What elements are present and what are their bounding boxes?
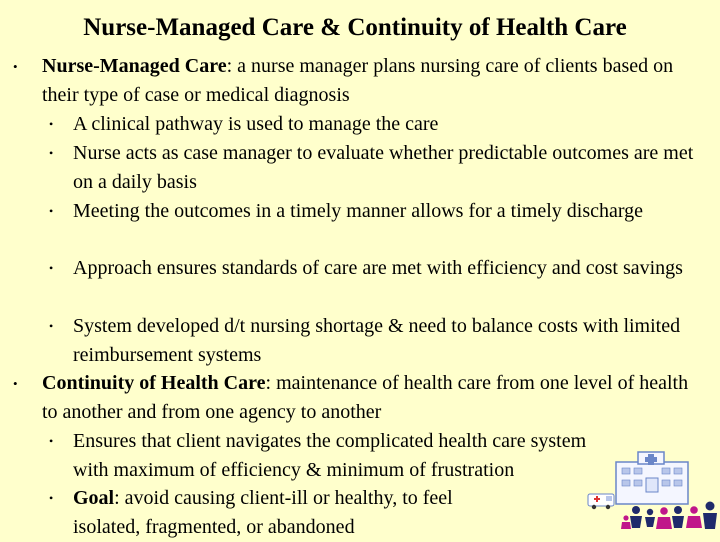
sub-bullet: •: [49, 204, 54, 218]
definition-continuity-of-health-care: : maintenance of health care from one level of health to another and from one agency to another: [42, 372, 689, 423]
sub-bullet: •: [49, 117, 54, 131]
goal-text: : avoid causing client-ill or healthy, to feel isolated, fragmented, or abandoned: [73, 487, 453, 538]
sub-item-clinical-pathway: A clinical pathway is used to manage the care: [73, 113, 439, 135]
sub-item-nursing-shortage: System developed d/t nursing shortage & need to balance costs with limited reimbursement systems: [73, 315, 681, 366]
bullet-nurse-managed-care: [42, 52, 702, 110]
sub-bullet: •: [49, 146, 54, 160]
sub-bullet: •: [49, 491, 54, 505]
sub-bullet: •: [49, 434, 54, 448]
bullet: •: [13, 59, 18, 74]
bullet: •: [13, 376, 18, 391]
hospital-people-illustration: [586, 448, 720, 540]
sub-item-standards-of-care: Approach ensures standards of care are met with efficiency and cost savings: [73, 257, 683, 279]
sub-item-case-manager: Nurse acts as case manager to evaluate whether predictable outcomes are met on a daily basis: [73, 142, 694, 193]
people-group-icon: [621, 502, 717, 530]
sub-item-timely-discharge: Meeting the outcomes in a timely manner allows for a timely discharge: [73, 200, 644, 222]
sub-bullet: •: [49, 319, 54, 333]
goal-label: Goal: [73, 487, 115, 509]
term-nurse-managed-care: Nurse-Managed Care: [42, 55, 227, 77]
hospital-building-icon: [616, 452, 688, 504]
sub-bullet: •: [49, 261, 54, 275]
term-continuity-of-health-care: Continuity of Health Care: [42, 372, 266, 394]
slide-title: Nurse-Managed Care & Continuity of Health Care: [83, 14, 627, 41]
sub-item-goal: [73, 484, 493, 542]
sub-item-navigation: Ensures that client navigates the complicated health care system with maximum of efficiency & minimum of frustration: [73, 430, 587, 481]
definition-nurse-managed-care: : a nurse manager plans nursing care of clients based on their type of case or medical diagnosis: [42, 55, 674, 106]
bullet-continuity-of-health-care: [42, 369, 702, 427]
ambulance-icon: [588, 494, 614, 509]
